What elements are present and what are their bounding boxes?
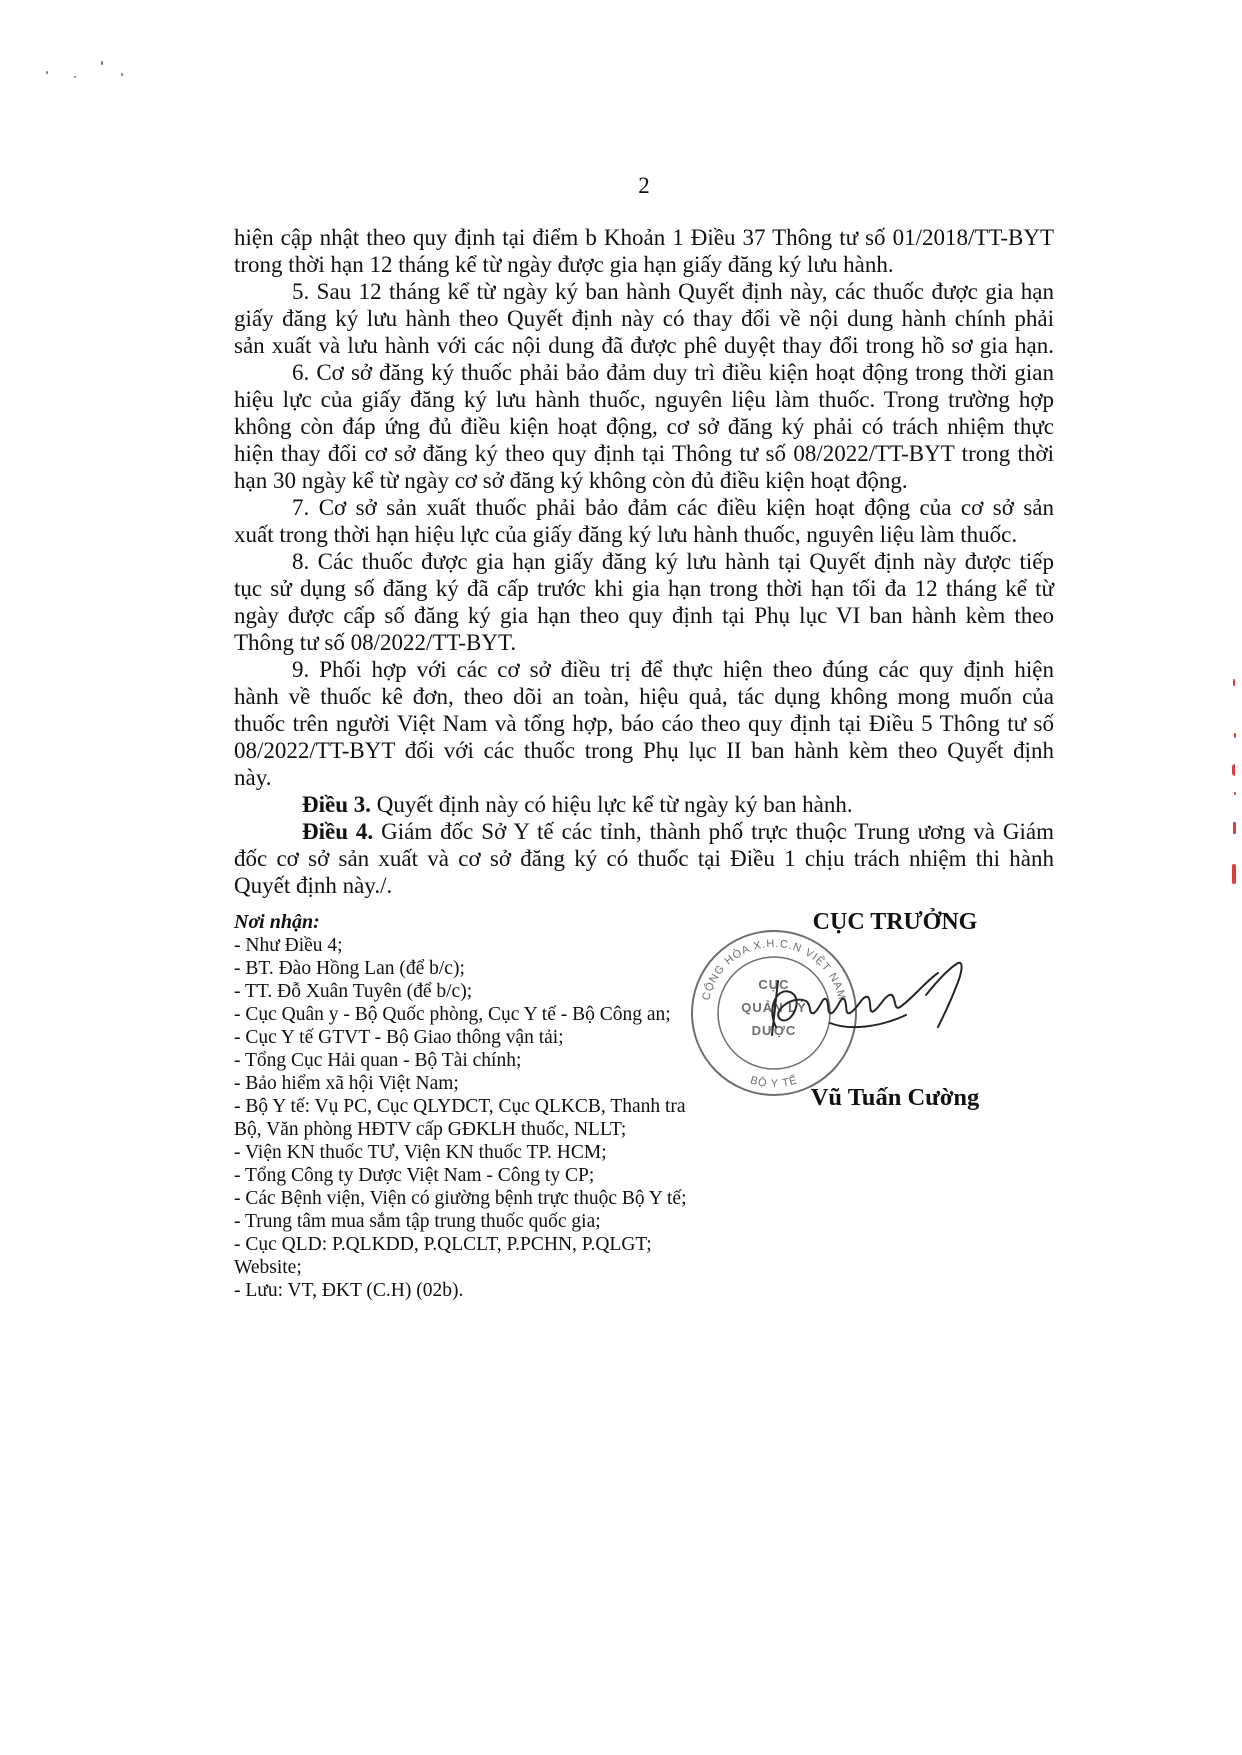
article-text: Giám đốc Sở Y tế các tỉnh, thành phố trực thuộc Trung ương và Giám: [381, 819, 1054, 844]
recipient-item: - Các Bệnh viện, Viện có giường bệnh trực thuộc Bộ Y tế;: [234, 1188, 687, 1209]
body-line: hiện cập nhật theo quy định tại điểm b Khoản 1 Điều 37 Thông tư số 01/2018/TT-BYT: [234, 225, 1054, 250]
body-line: Quyết định này./.: [234, 873, 393, 898]
stamp-center-line: DƯỢC: [751, 1023, 797, 1038]
recipient-item: Bộ, Văn phòng HĐTV cấp GĐKLH thuốc, NLLT;: [234, 1119, 627, 1140]
scan-edge-mark: [1232, 764, 1235, 776]
decision-body: [234, 224, 1054, 899]
body-line: hiệu lực của giấy đăng ký lưu hành thuốc, nguyên liệu làm thuốc. Trong trường hợp: [234, 387, 1054, 412]
article-line: [234, 791, 1054, 818]
recipient-item: - Như Điều 4;: [234, 935, 343, 956]
article-label: Điều 4.: [302, 819, 374, 844]
body-line: 5. Sau 12 tháng kể từ ngày ký ban hành Quyết định này, các thuốc được gia hạn: [292, 279, 1054, 304]
scan-edge-mark: [1232, 864, 1236, 884]
handwritten-signature: [772, 963, 962, 1035]
article-label: Điều 3.: [302, 792, 371, 817]
body-line: hành về thuốc kê đơn, theo dõi an toàn, hiệu quả, tác dụng không mong muốn của: [234, 684, 1054, 709]
recipients-title: Nơi nhận:: [234, 911, 320, 933]
scan-speck: [101, 61, 103, 65]
body-line: đốc cơ sở sản xuất và cơ sở đăng ký có thuốc tại Điều 1 chịu trách nhiệm thi hành: [234, 846, 1054, 871]
body-line: hạn 30 ngày kể từ ngày cơ sở đăng ký không còn đủ điều kiện hoạt động.: [234, 468, 908, 493]
body-line: 08/2022/TT-BYT đối với các thuốc trong Phụ lục II ban hành kèm theo Quyết định: [234, 738, 1054, 763]
body-line: không còn đáp ứng đủ điều kiện hoạt động, cơ sở đăng ký phải có trách nhiệm thực: [234, 414, 1054, 439]
body-line: Thông tư số 08/2022/TT-BYT.: [234, 630, 517, 655]
recipients-list: [234, 911, 687, 1302]
recipient-item: - Tổng Công ty Dược Việt Nam - Công ty CP;: [234, 1165, 595, 1186]
scan-edge-mark: [1234, 733, 1236, 738]
article-line: [234, 818, 1054, 845]
recipient-item: - Bảo hiểm xã hội Việt Nam;: [234, 1073, 459, 1094]
body-line: 7. Cơ sở sản xuất thuốc phải bảo đảm các điều kiện hoạt động của cơ sở sản: [292, 495, 1054, 520]
recipient-item: - BT. Đào Hồng Lan (để b/c);: [234, 958, 465, 979]
scan-edge-mark: [1233, 679, 1235, 686]
body-line: 6. Cơ sở đăng ký thuốc phải bảo đảm duy trì điều kiện hoạt động trong thời gian: [292, 360, 1054, 385]
scan-speck: [46, 71, 48, 74]
body-line: xuất trong thời hạn hiệu lực của giấy đăng ký lưu hành thuốc, nguyên liệu làm thuốc.: [234, 522, 1018, 547]
signer-title: CỤC TRƯỞNG: [812, 909, 978, 935]
body-line: 8. Các thuốc được gia hạn giấy đăng ký lưu hành tại Quyết định này được tiếp: [292, 549, 1054, 574]
article-text: Quyết định này có hiệu lực kể từ ngày ký ban hành.: [376, 792, 853, 817]
stamp-center-line: CỤC: [758, 977, 790, 992]
recipient-item: - TT. Đỗ Xuân Tuyên (để b/c);: [234, 981, 473, 1002]
body-line: thuốc trên người Việt Nam và tổng hợp, báo cáo theo quy định tại Điều 5 Thông tư số: [234, 711, 1054, 736]
scan-speck: [74, 76, 76, 78]
body-line: sản xuất và lưu hành với các nội dung đã được phê duyệt thay đổi trong hồ sơ gia hạn.: [234, 333, 1054, 358]
scan-speck: [121, 73, 123, 76]
body-line: 9. Phối hợp với các cơ sở điều trị để thực hiện theo đúng các quy định hiện: [292, 657, 1054, 682]
body-line: trong thời hạn 12 tháng kể từ ngày được gia hạn giấy đăng ký lưu hành.: [234, 252, 894, 277]
recipient-item: - Bộ Y tế: Vụ PC, Cục QLYDCT, Cục QLKCB, Thanh tra: [234, 1096, 686, 1117]
body-line: tục sử dụng số đăng ký đã cấp trước khi gia hạn trong thời hạn tối đa 12 tháng kể từ: [234, 576, 1054, 601]
body-line: ngày được cấp số đăng ký gia hạn theo quy định tại Phụ lục VI ban hành kèm theo: [234, 603, 1054, 628]
page-number: 2: [638, 173, 650, 198]
body-line: này.: [234, 765, 272, 790]
recipient-item: - Cục Y tế GTVT - Bộ Giao thông vận tải;: [234, 1027, 564, 1048]
recipient-item: - Viện KN thuốc TƯ, Viện KN thuốc TP. HCM;: [234, 1142, 607, 1163]
scan-edge-mark: [1234, 792, 1236, 795]
scan-edge-mark: [1233, 822, 1236, 834]
body-line: giấy đăng ký lưu hành theo Quyết định này có thay đổi về nội dung hành chính phải: [234, 306, 1054, 331]
recipient-item: - Lưu: VT, ĐKT (C.H) (02b).: [234, 1280, 464, 1301]
stamp-ring-top-text: CỘNG HÒA X.H.C.N VIỆT NAM: [700, 937, 848, 1002]
recipient-item: - Trung tâm mua sắm tập trung thuốc quốc gia;: [234, 1211, 601, 1232]
signer-name: Vũ Tuấn Cường: [810, 1084, 980, 1111]
recipient-item: - Cục Quân y - Bộ Quốc phòng, Cục Y tế - Bộ Công an;: [234, 1004, 671, 1025]
recipient-item: Website;: [234, 1257, 302, 1278]
recipient-item: - Tổng Cục Hải quan - Bộ Tài chính;: [234, 1050, 522, 1071]
recipient-item: - Cục QLD: P.QLKDD, P.QLCLT, P.PCHN, P.QLGT;: [234, 1234, 652, 1255]
stamp-center-line: QUẢN LÝ: [741, 1000, 807, 1015]
stamp-ring-bottom-text: BỘ Y TẾ: [748, 1074, 800, 1091]
body-line: hiện thay đổi cơ sở đăng ký theo quy định tại Thông tư số 08/2022/TT-BYT trong thời: [234, 441, 1054, 466]
